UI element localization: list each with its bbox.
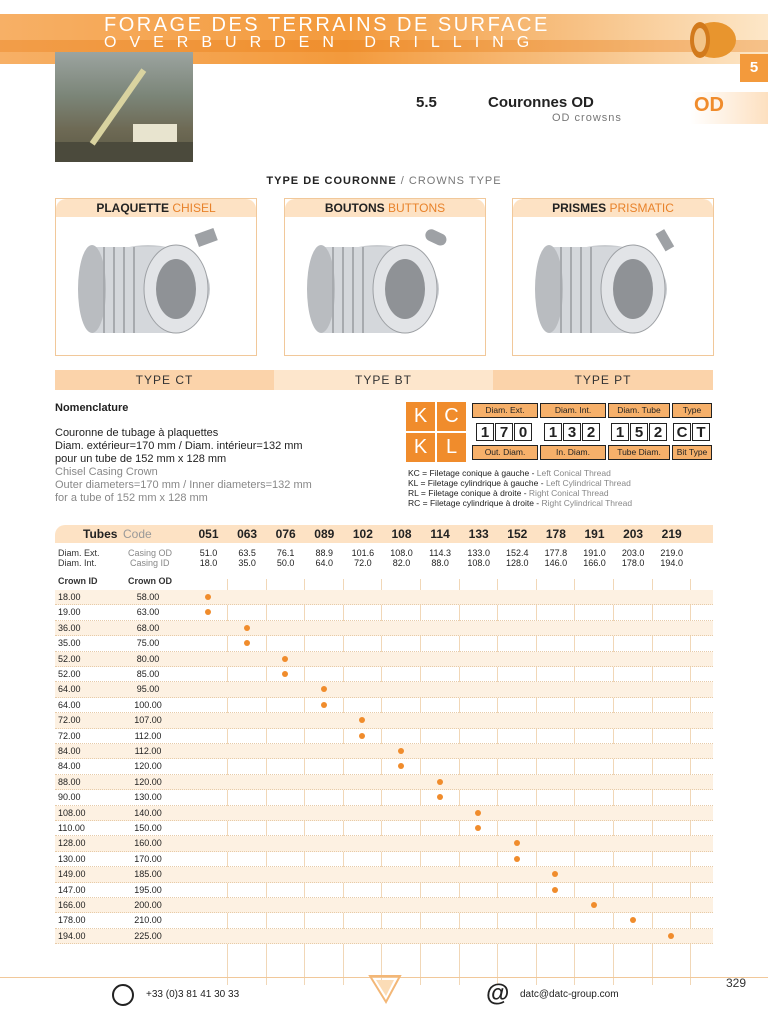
code-digit: 0: [514, 423, 532, 441]
header-title-fr: FORAGE DES TERRAINS DE SURFACE: [104, 14, 550, 36]
compatibility-dot: [321, 702, 327, 708]
crown-od: 160.00: [134, 838, 162, 849]
crown-od: 95.00: [136, 684, 160, 695]
crown-id: 18.00: [58, 592, 81, 602]
code-digit: 2: [649, 423, 667, 441]
table-row: [55, 590, 713, 605]
diam-ext-value: 133.0: [467, 548, 490, 558]
page-number: 329: [726, 976, 747, 990]
diam-int-value: 82.0: [392, 558, 411, 568]
code-letter: L: [437, 433, 466, 462]
label-type: Type: [672, 403, 712, 418]
crown-id: 149.00: [58, 869, 86, 880]
type-ct: TYPE CT: [135, 373, 194, 387]
code-label: Code: [123, 527, 152, 541]
nom-en-line: Chisel Casing Crown: [55, 466, 158, 478]
table-row: [55, 621, 713, 636]
crown-id: 128.00: [58, 838, 86, 849]
compatibility-dot: [514, 856, 520, 862]
diam-int-value: 72.0: [354, 558, 372, 568]
table-row: [55, 682, 713, 697]
nom-en-line: for a tube of 152 mm x 128 mm: [55, 492, 208, 504]
table-row: [55, 836, 713, 851]
crown-id: 84.00: [58, 761, 81, 772]
crown-id: 194.00: [58, 930, 86, 941]
crown-od: 225.00: [134, 930, 162, 941]
crown-id: 88.00: [58, 776, 81, 787]
table-row: [55, 759, 713, 774]
diam-int-value: 146.0: [544, 558, 568, 568]
legend-line: RL = Filetage conique à droite - Right Conical Thread: [408, 488, 609, 498]
company-logo: [366, 968, 404, 1006]
type-bar: [55, 370, 713, 390]
code-digit: 3: [563, 423, 581, 441]
crown-id: 64.00: [58, 699, 81, 710]
card-prismatic-header: PRISMES PRISMATIC: [513, 199, 713, 217]
crown-id: 178.00: [58, 915, 86, 926]
compatibility-dot: [244, 640, 250, 646]
compatibility-dot: [205, 594, 211, 600]
diam-ext-label: Diam. Ext.: [58, 548, 100, 558]
drill-bit-icon: [676, 14, 738, 64]
code-digit: C: [673, 423, 691, 441]
compatibility-dot: [668, 933, 674, 939]
code-box: [406, 402, 714, 462]
table-row: [55, 713, 713, 728]
nom-en-line: Outer diameters=170 mm / Inner diameters=132 mm: [55, 479, 312, 491]
card-buttons: [284, 198, 486, 356]
phone-icon: [112, 984, 134, 1006]
prismatic-crown-image: [513, 217, 713, 355]
compatibility-dot: [437, 794, 443, 800]
crown-od: 150.00: [134, 823, 162, 833]
crown-od: 63.00: [136, 607, 160, 618]
table-row: [55, 913, 713, 928]
tube-code: 051: [198, 527, 219, 541]
crown-od: 130.00: [134, 792, 162, 803]
crown-id: 130.00: [58, 853, 86, 864]
tube-code: 108: [391, 527, 412, 541]
crown-id: 90.00: [58, 792, 81, 803]
code-digit: 1: [476, 423, 494, 441]
type-bt: TYPE BT: [274, 370, 493, 390]
section-number: 5.5: [416, 94, 437, 111]
diam-ext-value: 191.0: [583, 548, 606, 558]
table-row: [55, 852, 713, 867]
crown-id: 52.00: [58, 669, 81, 679]
diam-int-value: 50.0: [276, 558, 295, 568]
nom-fr-line: Diam. extérieur=170 mm / Diam. intérieur=132 mm: [55, 440, 303, 452]
label-diam-int: Diam. Int.: [540, 403, 606, 418]
table-row: [55, 821, 713, 836]
diam-ext-value: 203.0: [621, 548, 645, 558]
code-letter: K: [406, 433, 435, 462]
code-digit: T: [692, 423, 710, 441]
crown-od: 68.00: [136, 622, 160, 633]
table-row: [55, 883, 713, 898]
crown-od: 112.00: [134, 730, 162, 741]
crown-od-label: Crown OD: [128, 576, 172, 586]
chapter-number: 5: [740, 54, 768, 82]
compatibility-dot: [359, 717, 365, 723]
diam-int-value: 194.0: [660, 558, 683, 568]
crown-id: 35.00: [58, 638, 81, 649]
crown-od: 195.00: [134, 884, 162, 895]
header-title-en: OVERBURDEN DRILLING: [104, 34, 543, 51]
legend-line: KC = Filetage conique à gauche - Left Conical Thread: [408, 468, 611, 478]
nom-fr-line: Couronne de tubage à plaquettes: [55, 427, 219, 439]
code-digit: 7: [495, 423, 513, 441]
crown-od: 75.00: [136, 638, 160, 649]
tube-code: 152: [507, 527, 528, 541]
diam-int-value: 88.0: [431, 558, 449, 568]
crown-od: 170.00: [134, 853, 162, 864]
table-row: [55, 867, 713, 882]
phone-number[interactable]: +33 (0)3 81 41 30 33: [146, 989, 240, 1000]
table-row: [55, 636, 713, 651]
crown-id: 166.00: [58, 900, 86, 910]
crown-od: 107.00: [134, 715, 162, 726]
diam-int-value: 178.0: [621, 558, 645, 568]
diam-ext-value: 177.8: [544, 548, 568, 558]
diam-ext-value: 63.5: [238, 548, 256, 558]
compatibility-dot: [398, 748, 404, 754]
table-row: [55, 929, 713, 944]
tube-code: 203: [623, 527, 644, 541]
compatibility-dot: [591, 902, 597, 908]
crown-od: 120.00: [134, 761, 162, 772]
crown-id-label: Crown ID: [58, 576, 98, 586]
crown-od: 185.00: [134, 869, 162, 880]
crown-id: 19.00: [58, 607, 81, 618]
crown-id: 72.00: [58, 730, 81, 741]
crown-id: 147.00: [58, 884, 86, 895]
section-title: Couronnes OD: [488, 94, 594, 111]
tube-code: 089: [314, 527, 335, 541]
compatibility-dot: [398, 763, 404, 769]
diam-int-value: 18.0: [199, 558, 218, 568]
email-icon: @: [486, 980, 510, 1007]
table-row: [55, 605, 713, 620]
card-prismatic: [512, 198, 714, 356]
diam-ext-value: 108.0: [390, 548, 413, 558]
diam-int-value: 108.0: [467, 558, 490, 568]
legend-line: RC = Filetage cylindrique à droite - Right Cylindrical Thread: [408, 498, 633, 508]
crown-id: 36.00: [58, 622, 81, 633]
label-diam-tube: Diam. Tube: [608, 403, 670, 418]
table-row: [55, 729, 713, 744]
diam-ext-value: 101.6: [351, 548, 375, 558]
nomenclature-title: Nomenclature: [55, 402, 129, 414]
od-tag: OD: [690, 92, 768, 124]
crown-id: 72.00: [58, 715, 81, 726]
chisel-crown-image: [56, 217, 256, 355]
crown-id: 84.00: [58, 746, 81, 756]
legend-line: KL = Filetage cylindrique à gauche - Left Cylindrical Thread: [408, 478, 631, 488]
compatibility-dot: [321, 686, 327, 692]
table-row: [55, 744, 713, 759]
crown-type-title: TYPE DE COURONNE / CROWNS TYPE: [266, 175, 502, 187]
tube-code: 219: [661, 527, 682, 541]
crown-od: 140.00: [134, 807, 162, 818]
diam-ext-value: 51.0: [199, 548, 218, 558]
crown-id: 64.00: [58, 684, 81, 695]
casing-od-label: Casing OD: [128, 548, 173, 558]
code-digit: 1: [611, 423, 629, 441]
table-row: [55, 698, 713, 713]
crown-od: 85.00: [136, 669, 160, 679]
crown-od: 58.00: [136, 592, 160, 602]
type-pt: TYPE PT: [574, 373, 632, 387]
nom-fr-line: pour un tube de 152 mm x 128 mm: [55, 453, 227, 465]
compatibility-dot: [244, 625, 250, 631]
compatibility-dot: [475, 810, 481, 816]
crown-od: 100.00: [134, 699, 162, 710]
crown-id: 108.00: [58, 807, 86, 818]
buttons-crown-image: [285, 217, 485, 355]
diam-ext-value: 114.3: [429, 548, 452, 558]
label-diam-ext: Diam. Ext.: [472, 403, 538, 418]
code-digit: 2: [582, 423, 600, 441]
compatibility-dot: [552, 871, 558, 877]
table-row: [55, 667, 713, 682]
compatibility-dot: [552, 887, 558, 893]
code-digit: 1: [544, 423, 562, 441]
diam-ext-value: 219.0: [660, 548, 683, 558]
crown-od: 120.00: [134, 776, 162, 787]
crown-id: 52.00: [58, 653, 81, 664]
diam-int-value: 166.0: [583, 558, 606, 568]
compatibility-dot: [282, 656, 288, 662]
crown-od: 200.00: [134, 900, 162, 910]
code-letter: C: [437, 402, 466, 431]
crown-od: 112.00: [134, 746, 162, 756]
label-bit-type: Bit Type: [672, 445, 712, 460]
card-chisel-header: PLAQUETTE CHISEL: [56, 199, 256, 217]
tube-code: 133: [468, 527, 489, 541]
crown-id: 110.00: [58, 823, 85, 833]
compatibility-dot: [514, 840, 520, 846]
table-row: [55, 652, 713, 667]
casing-id-label: Casing ID: [130, 558, 170, 568]
label-tube-diam: Tube Diam.: [608, 445, 670, 460]
tube-code: 178: [545, 527, 566, 541]
table-row: [55, 790, 713, 805]
compatibility-dot: [630, 917, 636, 923]
tube-code: 191: [584, 527, 605, 541]
label-in-diam: In. Diam.: [540, 445, 606, 460]
compatibility-dot: [282, 671, 288, 677]
compatibility-dot: [437, 779, 443, 785]
crown-od: 210.00: [134, 915, 162, 926]
tube-code: 102: [352, 527, 373, 541]
table-row: [55, 898, 713, 913]
diam-int-value: 35.0: [238, 558, 256, 568]
diam-ext-value: 76.1: [276, 548, 295, 558]
diam-ext-value: 88.9: [315, 548, 334, 558]
tube-code: 076: [275, 527, 296, 541]
card-chisel: [55, 198, 257, 356]
tube-code: 063: [237, 527, 258, 541]
card-buttons-header: BOUTONS BUTTONS: [285, 199, 485, 217]
crown-od: 80.00: [136, 653, 160, 664]
diam-ext-value: 152.4: [506, 548, 529, 558]
compatibility-dot: [205, 609, 211, 615]
tube-code: 114: [430, 527, 450, 541]
label-out-diam: Out. Diam.: [472, 445, 538, 460]
compatibility-dot: [359, 733, 365, 739]
section-subtitle: OD crowsns: [552, 112, 622, 124]
tubes-label: Tubes: [83, 527, 118, 541]
table-row: [55, 806, 713, 821]
code-letter: K: [406, 402, 435, 431]
compatibility-dot: [475, 825, 481, 831]
code-digit: 5: [630, 423, 648, 441]
email-address[interactable]: datc@datc-group.com: [520, 989, 619, 1000]
diam-int-label: Diam. Int.: [58, 558, 97, 568]
table-row: [55, 775, 713, 790]
drilling-rig-photo: [55, 52, 193, 162]
diam-int-value: 64.0: [315, 558, 334, 568]
diam-int-value: 128.0: [506, 558, 529, 568]
